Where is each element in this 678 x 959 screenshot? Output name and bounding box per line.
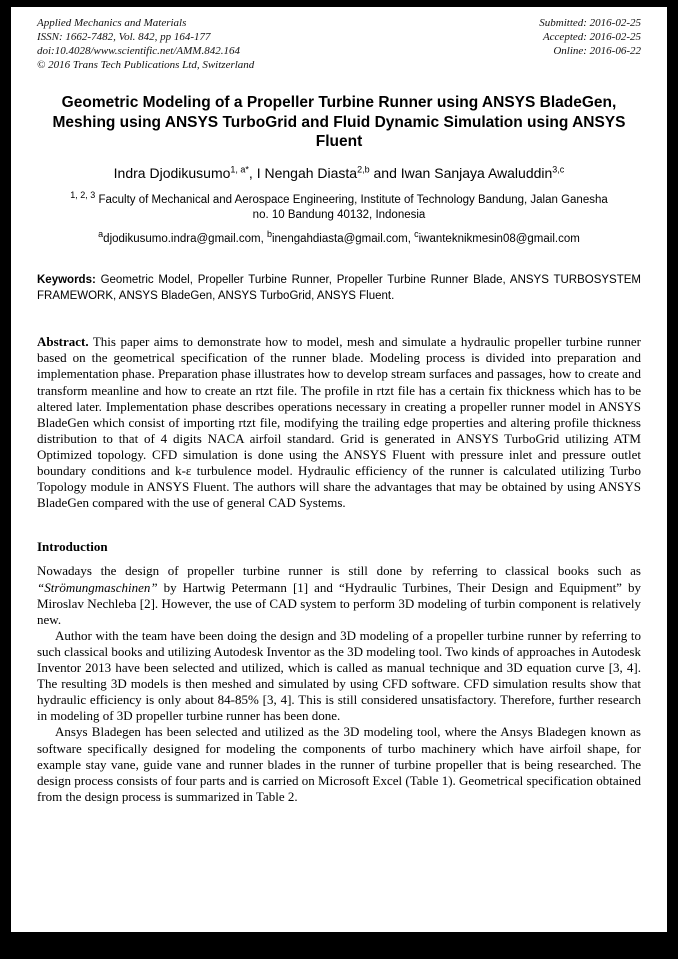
author-2: I Nengah Diasta bbox=[256, 164, 358, 181]
author-separator-1: , bbox=[248, 164, 257, 181]
email-c: iwanteknikmesin08@gmail.com bbox=[418, 233, 580, 245]
email-a-superscript: a bbox=[98, 229, 104, 240]
author-1-superscript: 1, a* bbox=[230, 164, 249, 175]
issn-volume-line: ISSN: 1662-7482, Vol. 842, pp 164-177 bbox=[37, 31, 211, 44]
paragraph-1-text-cont: by Hartwig Petermann [1] and “Hydraulic Turbines, Their Design and Equipment” by Miroslav Nechleba [2]. However, the use of CAD system to perform 3D modeling of turbin component is relatively new. bbox=[37, 579, 641, 627]
abstract-label: Abstract. bbox=[37, 334, 89, 350]
introduction-heading: Introduction bbox=[37, 539, 108, 555]
email-separator-2: , bbox=[407, 233, 415, 245]
affiliation-superscript: 1, 2, 3 bbox=[70, 190, 96, 201]
keywords-block bbox=[37, 272, 641, 304]
author-3: Iwan Sanjaya Awaluddin bbox=[400, 164, 553, 181]
paragraph-1-text: Nowadays the design of propeller turbine runner is still done by referring to classical books such as bbox=[37, 563, 641, 579]
email-b-superscript: b bbox=[266, 229, 272, 240]
introduction-paragraph-1 bbox=[37, 563, 641, 627]
journal-title: Applied Mechanics and Materials bbox=[37, 17, 187, 29]
author-2-superscript: 2,b bbox=[357, 164, 370, 175]
online-date: Online: 2016-06-22 bbox=[553, 45, 641, 58]
abstract-block bbox=[37, 334, 641, 511]
accepted-date: Accepted: 2016-02-25 bbox=[542, 31, 641, 44]
affiliation-line bbox=[67, 190, 611, 224]
affiliation-text: Faculty of Mechanical and Aerospace Engineering, Institute of Technology Bandung, Jalan Ganesha no. 10 Bandung 40132, Indonesia bbox=[95, 193, 608, 222]
submission-dates bbox=[539, 16, 641, 72]
email-c-superscript: c bbox=[414, 229, 419, 240]
introduction-paragraph-2: Author with the team have been doing the design and 3D modeling of a propeller turbine runner by referring to such classical books and utilizing Autodesk Inventor as the 3D modeling tool. Two kinds of approaches in Autodesk Inventor 2013 have been selected and utilized, which is called as manual technique and 3D equation curve [3, 4]. The resulting 3D models is then meshed and simulated by using CFD software. CFD simulation results show that hydraulic efficiency is only about 84-85% [3, 4]. This is still considered unsatisfactory. Therefore, further research in modeling of 3D propeller turbine runner has been done. bbox=[37, 627, 641, 724]
author-3-superscript: 3,c bbox=[552, 164, 565, 175]
emails-line bbox=[37, 229, 641, 245]
paragraph-1-italic-title: “Strömungmaschinen” bbox=[37, 579, 158, 595]
author-separator-2: and bbox=[369, 164, 401, 181]
introduction-paragraph-3: Ansys Bladegen has been selected and utilized as the 3D modeling tool, where the Ansys Bladegen known as software specifically designed for modeling the components of turbo machinery which have airfoil shape, for example stay vane, guide vane and runner blades in the runner of turbine propeller that is being researched. The design process consists of four parts and is carried on Microsoft Excel (Table 1). Geometrical specification obtained from the design process is summarized in Table 2. bbox=[37, 724, 641, 804]
doi-line: doi:10.4028/www.scientific.net/AMM.842.164 bbox=[37, 45, 240, 58]
page-header bbox=[37, 16, 641, 72]
keywords-text: Geometric Model, Propeller Turbine Runner, Propeller Turbine Runner Blade, ANSYS TURBOSYSTEM FRAMEWORK, ANSYS BladeGen, ANSYS TurboGrid, ANSYS Fluent. bbox=[37, 274, 641, 303]
copyright-line: © 2016 Trans Tech Publications Ltd, Switzerland bbox=[37, 59, 255, 72]
email-b: inengahdiasta@gmail.com bbox=[271, 233, 408, 245]
email-a: djodikusumo.indra@gmail.com bbox=[103, 233, 261, 245]
submitted-date: Submitted: 2016-02-25 bbox=[539, 17, 641, 29]
keywords-label: Keywords: bbox=[37, 274, 96, 286]
journal-info bbox=[37, 16, 254, 72]
abstract-text: This paper aims to demonstrate how to model, mesh and simulate a hydraulic propeller turbine runner based on the geometrical specification of the runner blade. Modeling process is divided into preparation and implementation phase. Preparation phase illustrates how to develop stream surfaces and passages, how to create and transform meanline and how to create an rtzt file. The profile in rtzt file has a certain fix thickness which has to be altered later. Implementation phase describes operations necessary in creating a propeller runner model in ANSYS BladeGen which consist of importing rtzt file, modifying the trailing edge properties and altering profile thickness distribution to that of 4 digits NACA airfoil standard. Grid is generated in ANSYS TurboGrid utilizing ATM Optimized topology. CFD simulation is done using the ANSYS Fluent with pressure inlet and pressure outlet boundary conditions and k-ε turbulence model. Hydraulic efficiency of the runner is calculated utilizing Turbo Topology module in ANSYS Fluent. The authors will share the advantages that may be obtained by using ANSYS BladeGen compared with the use of general CAD Systems. bbox=[37, 334, 641, 511]
paper-title: Geometric Modeling of a Propeller Turbine Runner using ANSYS BladeGen, Meshing using ANSYS TurboGrid and Fluid Dynamic Simulation using ANSYS Fluent bbox=[52, 94, 626, 150]
authors-line bbox=[37, 165, 641, 181]
email-separator-1: , bbox=[260, 233, 267, 245]
paper-page bbox=[11, 7, 667, 932]
author-1: Indra Djodikusumo bbox=[113, 164, 231, 181]
